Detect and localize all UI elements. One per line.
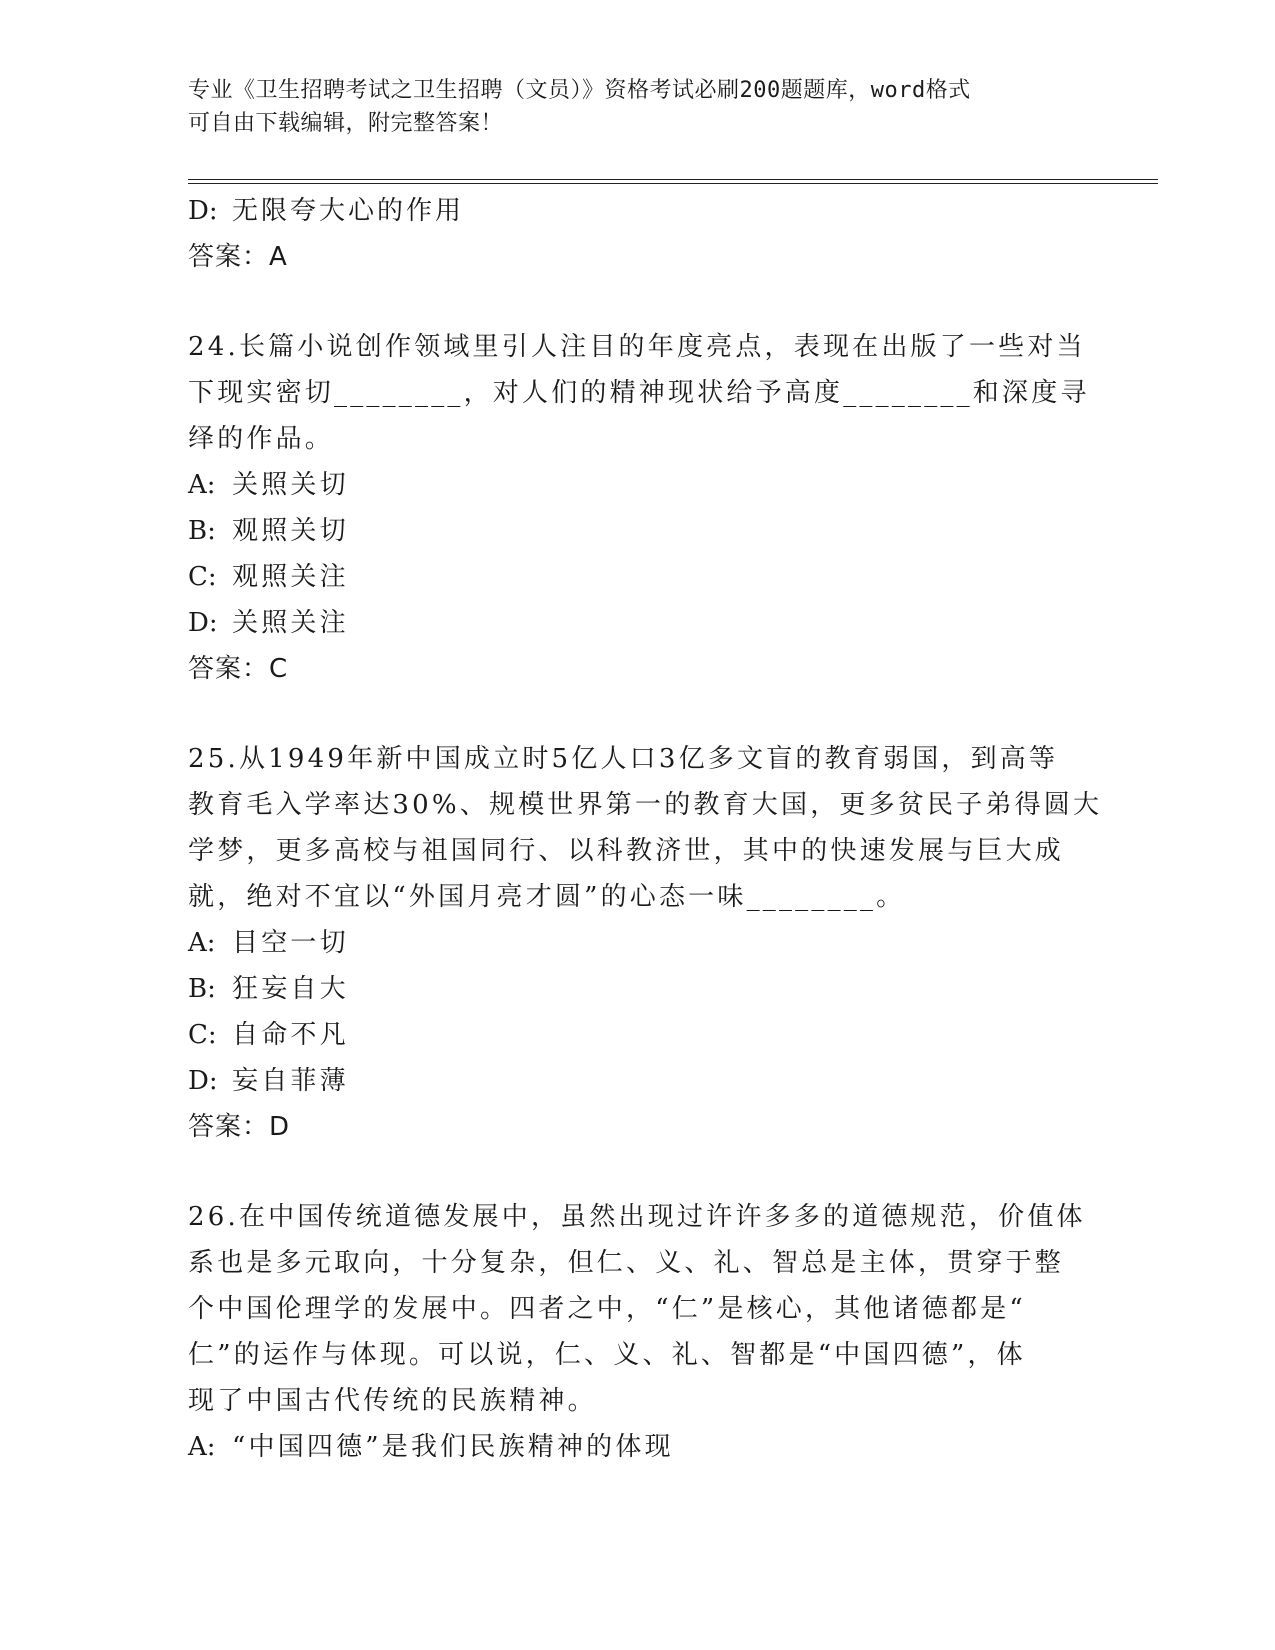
option-label: C: [188, 1020, 217, 1050]
option-a [188, 462, 1088, 508]
option-b [188, 966, 1088, 1012]
answer-line: 答案：C [188, 654, 289, 684]
option-a [188, 1424, 1088, 1470]
question-text-line: 仁”的运作与体现。可以说，仁、义、礼、智都是“中国四德”，体 [188, 1340, 1026, 1370]
question-text-line: 下现实密切________，对人们的精神现状给予高度________和深度寻 [188, 378, 1090, 408]
option-label: D: [188, 196, 218, 226]
option-c [188, 554, 1088, 600]
option-text: 妄自菲薄 [232, 1066, 349, 1096]
document-body [188, 188, 1103, 1470]
document-header [188, 74, 1068, 140]
question-text-line: 26.在中国传统道德发展中，虽然出现过许许多多的道德规范，价值体 [188, 1202, 1086, 1232]
option-label: A: [188, 928, 216, 958]
option-text: 观照关切 [232, 516, 349, 546]
question-24 [188, 324, 1088, 692]
question-text-line: 教育毛入学率达30%、规模世界第一的教育大国，更多贫民子弟得圆大 [188, 790, 1103, 820]
option-text: 自命不凡 [232, 1020, 349, 1050]
question-text-line: 现了中国古代传统的民族精神。 [188, 1386, 597, 1416]
header-line-1: 专业《卫生招聘考试之卫生招聘（文员）》资格考试必刷200题题库，word格式 [188, 78, 971, 103]
option-label: D: [188, 1066, 218, 1096]
option-text: 观照关注 [232, 562, 349, 592]
answer-line: 答案：A [188, 242, 288, 272]
question-26 [188, 1194, 1088, 1470]
option-text: 目空一切 [232, 928, 349, 958]
option-a [188, 920, 1088, 966]
option-label: D: [188, 608, 218, 638]
question-text-line: 25.从1949年新中国成立时5亿人口3亿多文盲的教育弱国，到高等 [188, 744, 1059, 774]
option-text: 无限夸大心的作用 [232, 196, 465, 226]
header-divider-top [188, 179, 1158, 180]
option-d [188, 188, 1088, 234]
option-text: “中国四德”是我们民族精神的体现 [232, 1432, 674, 1462]
header-divider-bottom [188, 183, 1158, 184]
option-d [188, 600, 1088, 646]
question-text-line: 绎的作品。 [188, 424, 335, 454]
option-text: 关照关注 [232, 608, 349, 638]
option-label: A: [188, 470, 216, 500]
question-text-line: 24.长篇小说创作领域里引人注目的年度亮点，表现在出版了一些对当 [188, 332, 1086, 362]
question-text-line: 学梦，更多高校与祖国同行、以科教济世，其中的快速发展与巨大成 [188, 836, 1065, 866]
question-text-line: 系也是多元取向，十分复杂，但仁、义、礼、智总是主体，贯穿于整 [188, 1248, 1065, 1278]
option-label: B: [188, 974, 216, 1004]
question-25 [188, 736, 1103, 1150]
option-text: 狂妄自大 [232, 974, 349, 1004]
question-text-line: 就，绝对不宜以“外国月亮才圆”的心态一味________。 [188, 882, 906, 912]
option-d [188, 1058, 1088, 1104]
header-line-2: 可自由下载编辑，附完整答案！ [188, 111, 504, 136]
option-label: A: [188, 1432, 216, 1462]
option-label: C: [188, 562, 217, 592]
option-c [188, 1012, 1088, 1058]
answer-line: 答案：D [188, 1112, 291, 1142]
option-label: B: [188, 516, 216, 546]
option-text: 关照关切 [232, 470, 349, 500]
question-text-line: 个中国伦理学的发展中。四者之中，“仁”是核心，其他诸德都是“ [188, 1294, 1026, 1324]
option-b [188, 508, 1088, 554]
